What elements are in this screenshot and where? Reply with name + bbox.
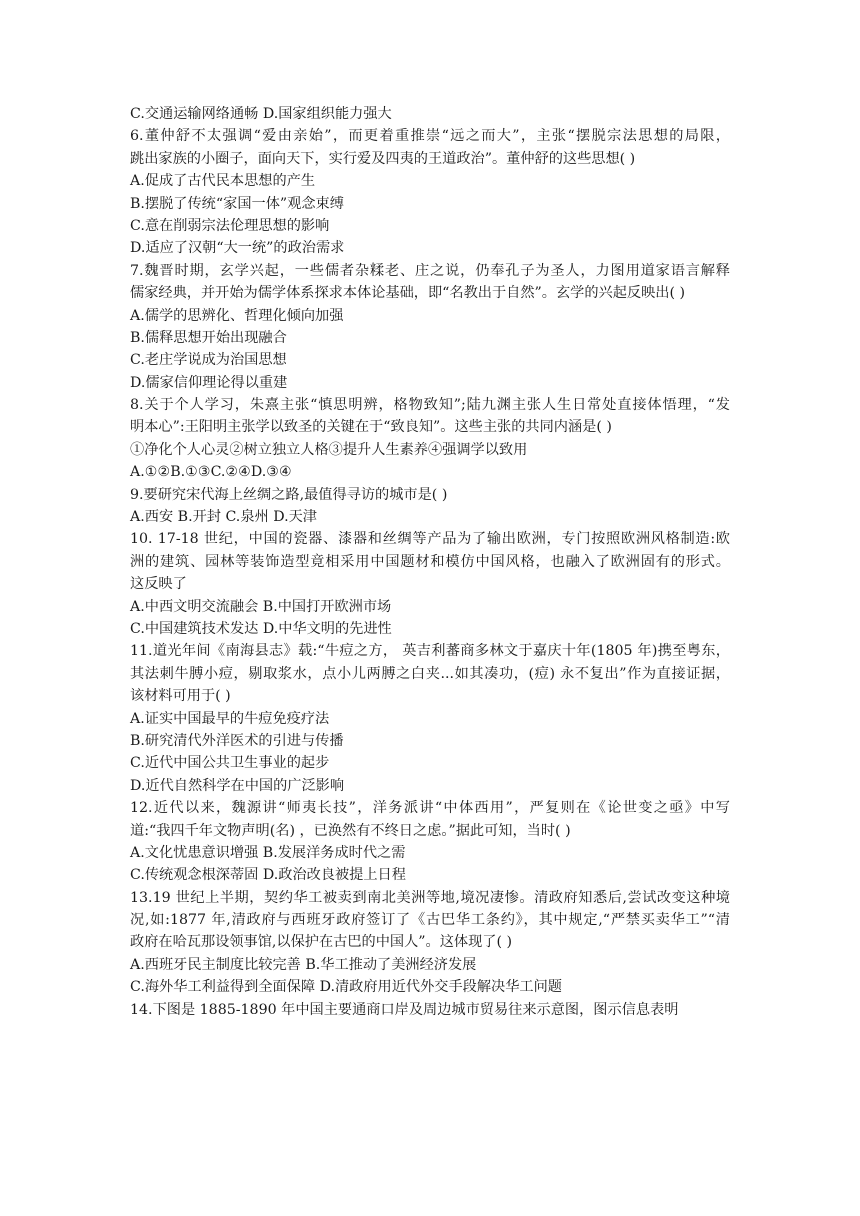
text-line: 14.下图是 1885-1890 年中国主要通商口岸及周边城市贸易往来示意图，图示信息表明 [130, 1001, 679, 1018]
text-line: ①净化个人心灵②树立独立人格③提升人生素养④强调学以致用 [130, 441, 528, 458]
text-line: B.儒释思想开始出现融合 [130, 329, 287, 346]
text-line: D.儒家信仰理论得以重建 [130, 374, 288, 391]
text-line: A.中西文明交流融会 B.中国打开欧洲市场 [130, 598, 392, 615]
text-line: A.证实中国最早的牛痘免疫疗法 [130, 710, 330, 727]
text-line: B.摆脱了传统“家国一体”观念束缚 [130, 195, 344, 212]
text-line: A.西班牙民主制度比较完善 B.华工推动了美洲经济发展 [130, 956, 477, 973]
text-line: 明本心”:王阳明主张学以致圣的关键在于“致良知”。这些主张的共同内涵是( ) [130, 419, 612, 436]
text-line: 11.道光年间《南海县志》载:“牛痘之方， 英吉利蕃商多林文于嘉庆十年(1805 年)携至粤东， [130, 643, 730, 660]
text-line: B.研究清代外洋医术的引进与传播 [130, 732, 344, 749]
text-line: C.近代中国公共卫生事业的起步 [130, 755, 330, 772]
text-line: 9.要研究宋代海上丝绸之路,最值得寻访的城市是( ) [130, 486, 448, 503]
text-line: 况,如:1877 年,清政府与西班牙政府签订了《古巴华工条约》，其中规定,“严禁买卖华工”“清 [130, 912, 730, 929]
text-line: 这反映了 [130, 576, 187, 593]
text-line: 跳出家族的小圈子，面向天下，实行爱及四夷的王道政治”。董仲舒的这些思想( ) [130, 150, 636, 167]
text-line: 6.董仲舒不太强调“爱由亲始”，而更着重推崇“远之而大”，主张“摆脱宗法思想的局限， [130, 128, 730, 145]
text-line: C.交通运输网络通畅 D.国家组织能力强大 [130, 106, 392, 122]
text-line: 10. 17-18 世纪，中国的瓷器、漆器和丝绸等产品为了输出欧洲，专门按照欧洲风格制造:欧 [130, 531, 730, 548]
text-line: 其法刺牛膊小痘，剔取浆水，点小儿两膊之白夹...如其凑功，(痘) 永不复出”作为直接证据， [130, 665, 730, 682]
text-line: 7.魏晋时期，玄学兴起，一些儒者杂糅老、庄之说，仍奉孔子为圣人，力图用道家语言解释 [130, 262, 730, 279]
document-text [130, 103, 730, 1021]
text-line: 12.近代以来，魏源讲“师夷长技”，洋务派讲“中体西用”，严复则在《论世变之亟》中写 [130, 800, 730, 817]
text-line: 洲的建筑、园林等装饰造型竟相采用中国题材和模仿中国风格，也融入了欧洲固有的形式。 [130, 553, 730, 570]
text-line: 儒家经典，并开始为儒学体系探求本体论基础，即“名教出于自然”。玄学的兴起反映出( ) [130, 285, 686, 302]
text-line: C.中国建筑技术发达 D.中华文明的先进性 [130, 620, 392, 637]
text-line: D.近代自然科学在中国的广泛影响 [130, 777, 345, 794]
text-line: 政府在哈瓦那设领事馆,以保护在古巴的中国人”。这体现了( ) [130, 934, 513, 951]
text-line: 道:“我四千年文物声明(名) ，已涣然有不终日之虑。”据此可知，当时( ) [130, 822, 571, 839]
text-line: D.适应了汉朝“大一统”的政治需求 [130, 240, 345, 257]
text-line: 8.关于个人学习，朱熹主张“慎思明辨，格物致知”;陆九渊主张人生日常处直接体悟理，“发 [130, 397, 730, 414]
text-line: 该材料可用于( ) [130, 688, 231, 705]
text-line: C.老庄学说成为治国思想 [130, 352, 287, 369]
text-line: C.传统观念根深蒂固 D.政治改良被提上日程 [130, 867, 406, 884]
text-line: A.西安 B.开封 C.泉州 D.天津 [130, 509, 317, 526]
text-line: A.①②B.①③C.②④D.③④ [130, 464, 292, 481]
text-line: A.文化忧患意识增强 B.发展洋务成时代之需 [130, 844, 406, 861]
text-line: C.意在削弱宗法伦理思想的影响 [130, 217, 330, 234]
text-line: 13.19 世纪上半期，契约华工被卖到南北美洲等地,境况凄惨。清政府知悉后,尝试改变这种境 [130, 889, 730, 906]
text-line: A.促成了古代民本思想的产生 [130, 173, 316, 190]
text-line: C.海外华工利益得到全面保障 D.清政府用近代外交手段解决华工问题 [130, 979, 562, 996]
text-line: A.儒学的思辨化、哲理化倾向加强 [130, 307, 344, 324]
